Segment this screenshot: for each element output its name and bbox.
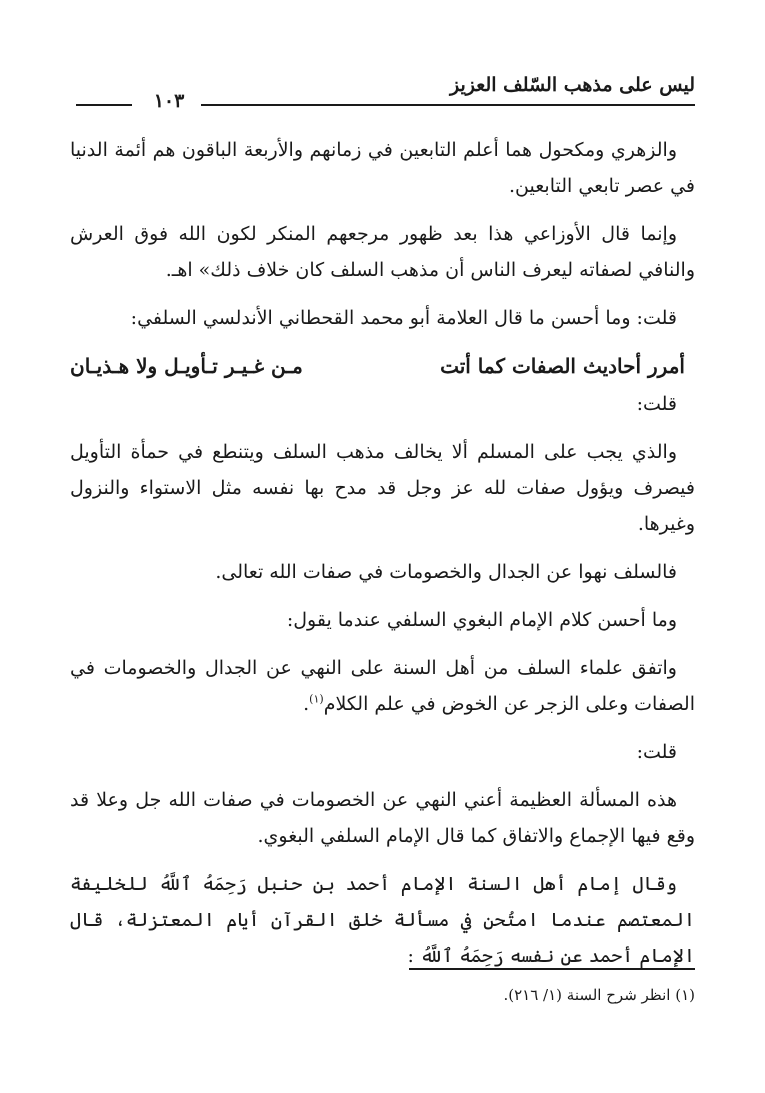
paragraph: فالسلف نهوا عن الجدال والخصومات في صفات الله تعالى.	[215, 561, 677, 583]
paragraph: والذي يجب على المسلم ألا يخالف مذهب السلف ويتنطع في حمأة التأويل فيصرف ويؤول صفات لله عز وجل قد مدح بها نفسه مثل الاستواء والنزول وغيرها.	[70, 441, 695, 535]
quote-text: واتفق علماء السلف من أهل السنة على النهي عن الجدال والخصومات في الصفات وعلى الزجر عن الخوض في علم الكلام	[70, 657, 695, 715]
poem-verse	[70, 348, 695, 384]
verse-second-hemistich: مـن غـيـر تـأويـل ولا هـذيـان	[70, 354, 303, 378]
footnote-marker[interactable]: (١)	[309, 692, 324, 706]
footnote: (١) انظر شرح السنة (١/ ٢١٦).	[503, 986, 695, 1004]
paragraph: وإنما قال الأوزاعي هذا بعد ظهور مرجعهم المنكر لكون الله فوق العرش والنافي لصفاته ليعرف الناس أن مذهب السلف كان خلاف ذلك» اهـ.	[70, 223, 695, 281]
footnote-separator	[409, 968, 695, 970]
paragraph: قلت: وما أحسن ما قال العلامة أبو محمد القحطاني الأندلسي السلفي:	[130, 307, 677, 329]
paragraph: وما أحسن كلام الإمام البغوي السلفي عندما يقول:	[286, 609, 677, 631]
quote-end: .	[303, 693, 310, 715]
header-rule	[201, 104, 695, 106]
paragraph: قلت:	[636, 393, 677, 415]
paragraph: هذه المسألة العظيمة أعني النهي عن الخصومات في صفات الله جل وعلا قد وقع فيها الإجماع والاتفاق كما قال الإمام السلفي البغوي.	[70, 789, 695, 847]
running-header-title: ليس على مذهب السّلف العزيز	[450, 74, 695, 96]
paragraph: قلت:	[636, 741, 677, 763]
paragraph: والزهري ومكحول هما أعلم التابعين في زمانهم والأربعة الباقون هم أئمة الدنيا في عصر تابعي التابعين.	[70, 139, 695, 197]
paragraph: وقال إمام أهل السنة الإمام أحمد بن حنبل رَحِمَهُ ٱللَّهُ للخليفة المعتصم عندما امتُحن في مسألة خلق القرآن أيام المعتزلة، قال الإمام أحمد عن نفسه رَحِمَهُ ٱللَّهُ :	[70, 873, 695, 967]
page-body	[70, 132, 695, 986]
quoted-paragraph	[70, 650, 695, 722]
verse-first-hemistich: أمرر أحاديث الصفات كما أتت	[440, 354, 685, 378]
page-number: ١٠٣	[153, 90, 185, 112]
header-rule-short	[76, 104, 132, 106]
